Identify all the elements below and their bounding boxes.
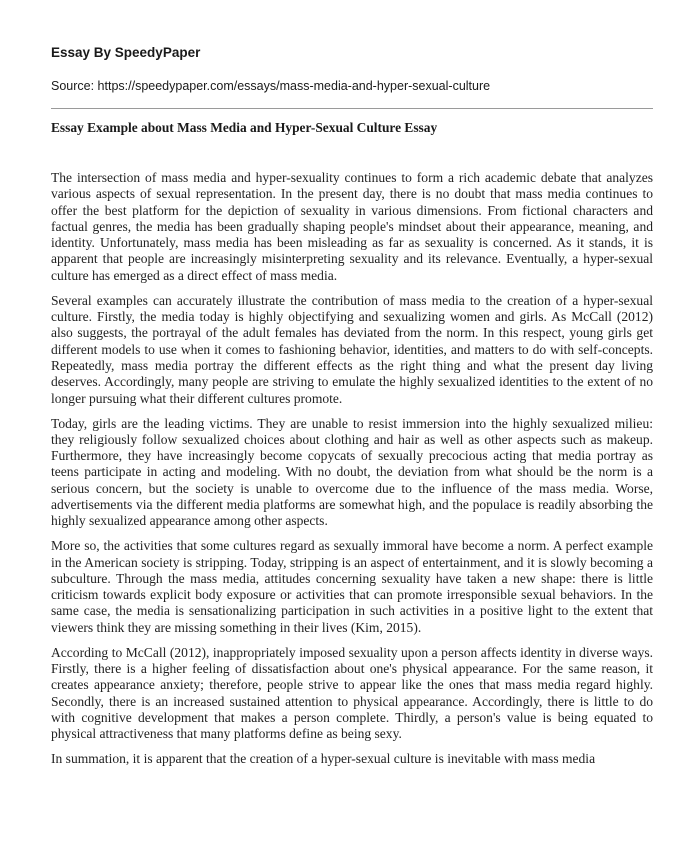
essay-title: Essay Example about Mass Media and Hyper-Sexual Culture Essay — [51, 120, 438, 135]
paragraph-1: The intersection of mass media and hyper-sexuality continues to form a rich academic debate that analyzes various aspects of sexual representation. In the present day, there is no doubt that mass media continues to offer the best platform for the depiction of sexuality in various dimensions. From fictional characters and factual genres, the media has been gradually shaping people's mindset about their appearance, meaning, and identity. Unfortunately, mass media has been misleading as far as sexuality is concerned. As it stands, it is apparent that people are increasingly misinterpreting sexuality and its relevance. Eventually, a hyper-sexual culture has emerged as a direct effect of mass media. — [51, 170, 653, 283]
document-header — [51, 45, 661, 94]
essay-body — [51, 170, 653, 776]
paragraph-6: In summation, it is apparent that the creation of a hyper-sexual culture is inevitable with mass media — [51, 751, 596, 767]
paragraph-5: According to McCall (2012), inappropriately imposed sexuality upon a person affects identity in diverse ways. Firstly, there is a higher feeling of dissatisfaction about one's physical appearance. For the same reason, it creates appearance anxiety; therefore, people strive to appear like the ones that mass media regard highly. Secondly, there is an increased sustained attention to physical appearance. Accordingly, there is little to do with cognitive development that makes a person complete. Thirdly, a person's value is being equated to physical attractiveness that many platforms define as being sexy. — [51, 644, 653, 742]
paragraph-2: Several examples can accurately illustrate the contribution of mass media to the creation of a hyper-sexual culture. Firstly, the media today is highly objectifying and sexualizing women and girls. As McCall (2012) also suggests, the portrayal of the adult females has deviated from the norm. In this respect, young girls get different models to use when it comes to fashioning behavior, identities, and matters to do with self-concepts. Repeatedly, mass media portray the different effects as the right thing and what the present day living deserves. Accordingly, many people are striving to emulate the highly sexualized identities to the extent of no longer pursuing what their different cultures promote. — [51, 292, 653, 406]
header-divider — [51, 108, 653, 109]
paragraph-3: Today, girls are the leading victims. They are unable to resist immersion into the highly sexualized milieu: they religiously follow sexualized choices about clothing and hair as well as other aspects such as makeup. Furthermore, they have increasingly become copycats of sexually precocious acting that media portray as teens participate in acting and modeling. With no doubt, the deviation from what should be the norm is a serious concern, but the society is unable to overcome due to the influence of the mass media. Worse, advertisements via the different media platforms are somewhat high, and the populace is readily absorbing the highly sexualized appearance among other aspects. — [51, 415, 653, 529]
site-title: Essay By SpeedyPaper — [51, 45, 201, 60]
source-line: Source: https://speedypaper.com/essays/mass-media-and-hyper-sexual-culture — [51, 79, 491, 93]
paragraph-4: More so, the activities that some cultures regard as sexually immoral have become a norm. A perfect example in the American society is stripping. Today, stripping is an aspect of entertainment, and it is slowly becoming a subculture. Through the mass media, attitudes concerning sexuality have taken a new shape: there is little criticism towards explicit body exposure or activities that can promote irresponsible sexual behaviors. In the same case, the media is sensationalizing participation in such activities in a positive light to the extent that viewers think they are missing something in their lives (Kim, 2015). — [51, 538, 653, 635]
